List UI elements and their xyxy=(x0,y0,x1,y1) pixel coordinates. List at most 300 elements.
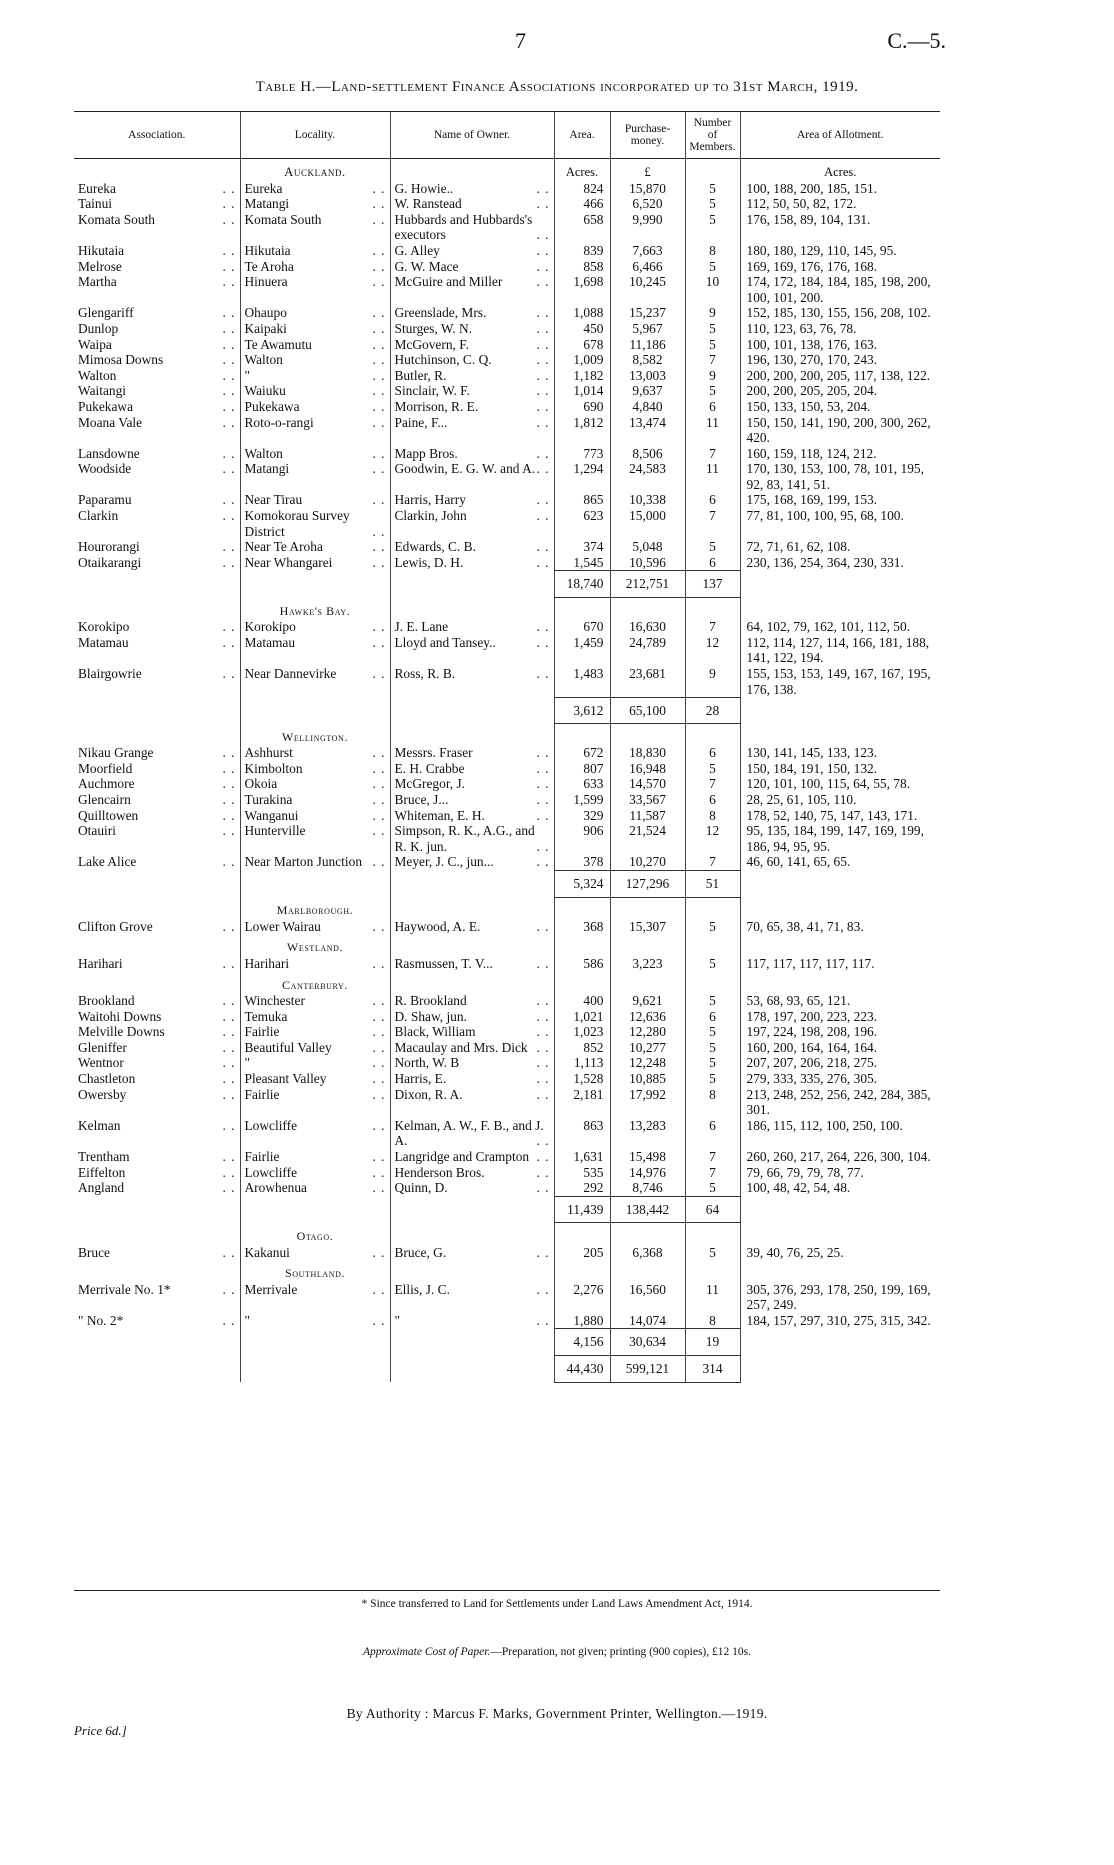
money-cell: 10,270 xyxy=(610,854,685,870)
subtotal-members: 19 xyxy=(685,1329,740,1356)
owner-cell: Hutchinson, C. Q. . . xyxy=(390,352,554,368)
association-cell: Korokipo . . xyxy=(74,619,240,635)
members-cell: 9 xyxy=(685,305,740,321)
blank-cell xyxy=(685,598,740,620)
owner-cell: McGovern, F. . . xyxy=(390,337,554,353)
members-cell: 6 xyxy=(685,399,740,415)
area-cell: 623 xyxy=(554,508,610,539)
members-cell: 9 xyxy=(685,368,740,384)
owner-cell: Simpson, R. K., A.G., and R. K. jun. . . xyxy=(390,823,554,854)
locality-cell: Beautiful Valley . . xyxy=(240,1040,390,1056)
price: Price 6d.] xyxy=(74,1723,127,1738)
members-cell: 5 xyxy=(685,1245,740,1261)
settlement-table xyxy=(74,111,940,1383)
blank-cell xyxy=(740,934,940,956)
grand-total-members: 314 xyxy=(685,1356,740,1383)
table-row xyxy=(74,823,940,854)
money-cell: 14,976 xyxy=(610,1165,685,1181)
blank-cell xyxy=(74,1260,240,1282)
blank-cell xyxy=(740,1260,940,1282)
allotment-cell: 150, 184, 191, 150, 132. xyxy=(740,761,940,777)
table-row xyxy=(74,792,940,808)
blank-cell xyxy=(740,571,940,598)
members-cell: 8 xyxy=(685,1087,740,1118)
document-code: C.—5. xyxy=(887,28,946,53)
blank-cell xyxy=(390,598,554,620)
blank-cell xyxy=(554,724,610,746)
section-heading: Wellington. xyxy=(240,724,390,746)
unit-area: Acres. xyxy=(554,159,610,181)
area-cell: 863 xyxy=(554,1118,610,1149)
blank-cell xyxy=(740,972,940,994)
units-blank xyxy=(390,159,554,181)
locality-cell: Near Te Aroha . . xyxy=(240,539,390,555)
col-locality: Locality. xyxy=(240,112,390,159)
money-cell: 11,587 xyxy=(610,808,685,824)
blank-cell xyxy=(240,1329,390,1356)
blank-cell xyxy=(740,1329,940,1356)
allotment-cell: 175, 168, 169, 199, 153. xyxy=(740,492,940,508)
allotment-cell: 180, 180, 129, 110, 145, 95. xyxy=(740,243,940,259)
association-cell: Brookland . . xyxy=(74,993,240,1009)
allotment-cell: 120, 101, 100, 115, 64, 55, 78. xyxy=(740,776,940,792)
owner-cell: Clarkin, John . . xyxy=(390,508,554,539)
table-row xyxy=(74,745,940,761)
grand-total-area: 44,430 xyxy=(554,1356,610,1383)
section-heading-row xyxy=(74,897,940,919)
locality-cell: Near Dannevirke . . xyxy=(240,666,390,697)
members-cell: 5 xyxy=(685,1040,740,1056)
association-cell: Merrivale No. 1* . . xyxy=(74,1282,240,1313)
association-cell: Clifton Grove . . xyxy=(74,919,240,935)
subtotal-area: 4,156 xyxy=(554,1329,610,1356)
money-cell: 16,560 xyxy=(610,1282,685,1313)
area-cell: 329 xyxy=(554,808,610,824)
locality-cell: Ashhurst . . xyxy=(240,745,390,761)
members-cell: 8 xyxy=(685,1313,740,1329)
area-cell: 1,599 xyxy=(554,792,610,808)
blank-cell xyxy=(740,598,940,620)
locality-cell: Matangi . . xyxy=(240,461,390,492)
area-cell: 1,483 xyxy=(554,666,610,697)
blank-cell xyxy=(390,1196,554,1223)
allotment-cell: 200, 200, 205, 205, 204. xyxy=(740,383,940,399)
table-row xyxy=(74,1040,940,1056)
table-row xyxy=(74,1313,940,1329)
owner-cell: Black, William . . xyxy=(390,1024,554,1040)
owner-cell: E. H. Crabbe . . xyxy=(390,761,554,777)
members-cell: 5 xyxy=(685,196,740,212)
table-row xyxy=(74,666,940,697)
association-cell: Waitangi . . xyxy=(74,383,240,399)
money-cell: 15,498 xyxy=(610,1149,685,1165)
blank-cell xyxy=(240,871,390,898)
area-cell: 368 xyxy=(554,919,610,935)
col-allotment: Area of Allotment. xyxy=(740,112,940,159)
money-cell: 33,567 xyxy=(610,792,685,808)
area-cell: 2,276 xyxy=(554,1282,610,1313)
owner-cell: Goodwin, E. G. W. and A. . . xyxy=(390,461,554,492)
money-cell: 15,870 xyxy=(610,181,685,197)
owner-cell: Bruce, G. . . xyxy=(390,1245,554,1261)
locality-cell: Pleasant Valley . . xyxy=(240,1071,390,1087)
allotment-cell: 196, 130, 270, 170, 243. xyxy=(740,352,940,368)
blank-cell xyxy=(390,871,554,898)
blank-cell xyxy=(240,1356,390,1383)
table-row xyxy=(74,1282,940,1313)
grand-total-money: 599,121 xyxy=(610,1356,685,1383)
area-cell: 1,631 xyxy=(554,1149,610,1165)
subtotal-money: 65,100 xyxy=(610,697,685,724)
members-cell: 12 xyxy=(685,823,740,854)
blank-cell xyxy=(74,697,240,724)
association-cell: Eiffelton . . xyxy=(74,1165,240,1181)
table-row xyxy=(74,305,940,321)
locality-cell: " . . xyxy=(240,1313,390,1329)
table-row xyxy=(74,539,940,555)
blank-cell xyxy=(740,897,940,919)
owner-cell: Harris, Harry . . xyxy=(390,492,554,508)
association-cell: Gleniffer . . xyxy=(74,1040,240,1056)
area-cell: 670 xyxy=(554,619,610,635)
association-cell: Mimosa Downs . . xyxy=(74,352,240,368)
table-row xyxy=(74,368,940,384)
association-cell: Dunlop . . xyxy=(74,321,240,337)
money-cell: 24,583 xyxy=(610,461,685,492)
table-row xyxy=(74,808,940,824)
association-cell: " No. 2* . . xyxy=(74,1313,240,1329)
blank-cell xyxy=(740,724,940,746)
blank-cell xyxy=(74,724,240,746)
locality-cell: Walton . . xyxy=(240,446,390,462)
allotment-cell: 110, 123, 63, 76, 78. xyxy=(740,321,940,337)
subtotal-area: 3,612 xyxy=(554,697,610,724)
area-cell: 450 xyxy=(554,321,610,337)
table-row xyxy=(74,1245,940,1261)
allotment-cell: 100, 101, 138, 176, 163. xyxy=(740,337,940,353)
money-cell: 9,990 xyxy=(610,212,685,243)
area-cell: 1,182 xyxy=(554,368,610,384)
members-cell: 7 xyxy=(685,1165,740,1181)
blank-cell xyxy=(74,1196,240,1223)
money-cell: 4,840 xyxy=(610,399,685,415)
members-cell: 7 xyxy=(685,1149,740,1165)
allotment-cell: 100, 188, 200, 185, 151. xyxy=(740,181,940,197)
money-cell: 14,570 xyxy=(610,776,685,792)
grand-total-row xyxy=(74,1356,940,1383)
blank-cell xyxy=(74,598,240,620)
owner-cell: Meyer, J. C., jun... . . xyxy=(390,854,554,870)
owner-cell: Lewis, D. H. . . xyxy=(390,555,554,571)
locality-cell: Hikutaia . . xyxy=(240,243,390,259)
owner-cell: Haywood, A. E. . . xyxy=(390,919,554,935)
allotment-cell: 178, 197, 200, 223, 223. xyxy=(740,1009,940,1025)
table-row xyxy=(74,446,940,462)
table-row xyxy=(74,274,940,305)
area-cell: 773 xyxy=(554,446,610,462)
members-cell: 5 xyxy=(685,212,740,243)
members-cell: 7 xyxy=(685,508,740,539)
locality-cell: Wanganui . . xyxy=(240,808,390,824)
locality-cell: Near Whangarei . . xyxy=(240,555,390,571)
association-cell: Harihari . . xyxy=(74,956,240,972)
area-cell: 1,528 xyxy=(554,1071,610,1087)
section-heading-row xyxy=(74,1223,940,1245)
members-cell: 5 xyxy=(685,539,740,555)
association-cell: Paparamu . . xyxy=(74,492,240,508)
money-cell: 8,506 xyxy=(610,446,685,462)
money-cell: 18,830 xyxy=(610,745,685,761)
association-cell: Tainui . . xyxy=(74,196,240,212)
blank-cell xyxy=(610,1260,685,1282)
locality-cell: Lower Wairau . . xyxy=(240,919,390,935)
blank-cell xyxy=(554,972,610,994)
blank-cell xyxy=(74,934,240,956)
locality-cell: Matangi . . xyxy=(240,196,390,212)
table-row xyxy=(74,635,940,666)
table-row xyxy=(74,196,940,212)
members-cell: 5 xyxy=(685,919,740,935)
bottom-rule xyxy=(74,1590,940,1591)
members-cell: 6 xyxy=(685,492,740,508)
area-cell: 378 xyxy=(554,854,610,870)
money-cell: 5,967 xyxy=(610,321,685,337)
blank-cell xyxy=(554,934,610,956)
members-cell: 6 xyxy=(685,792,740,808)
allotment-cell: 117, 117, 117, 117, 117. xyxy=(740,956,940,972)
subtotal-money: 212,751 xyxy=(610,571,685,598)
table-row xyxy=(74,854,940,870)
blank-cell xyxy=(685,724,740,746)
members-cell: 8 xyxy=(685,243,740,259)
table-body xyxy=(74,159,940,1383)
area-cell: 535 xyxy=(554,1165,610,1181)
money-cell: 13,474 xyxy=(610,415,685,446)
allotment-cell: 169, 169, 176, 176, 168. xyxy=(740,259,940,275)
locality-cell: Fairlie . . xyxy=(240,1024,390,1040)
unit-money: £ xyxy=(610,159,685,181)
owner-cell: McGregor, J. . . xyxy=(390,776,554,792)
association-cell: Waipa . . xyxy=(74,337,240,353)
members-cell: 12 xyxy=(685,635,740,666)
members-cell: 5 xyxy=(685,1024,740,1040)
owner-cell: " . . xyxy=(390,1313,554,1329)
money-cell: 13,003 xyxy=(610,368,685,384)
locality-cell: Okoia . . xyxy=(240,776,390,792)
area-cell: 374 xyxy=(554,539,610,555)
footnote: * Since transferred to Land for Settlements under Land Laws Amendment Act, 1914. xyxy=(361,1598,753,1610)
locality-cell: Winchester . . xyxy=(240,993,390,1009)
locality-cell: Korokipo . . xyxy=(240,619,390,635)
blank-cell xyxy=(390,1329,554,1356)
section-heading: Auckland. xyxy=(240,159,390,181)
table-row xyxy=(74,461,940,492)
allotment-cell: 200, 200, 200, 205, 117, 138, 122. xyxy=(740,368,940,384)
association-cell: Moana Vale . . xyxy=(74,415,240,446)
subtotal-members: 64 xyxy=(685,1196,740,1223)
association-cell: Blairgowrie . . xyxy=(74,666,240,697)
members-cell: 5 xyxy=(685,321,740,337)
members-cell: 11 xyxy=(685,461,740,492)
locality-cell: Roto-o-rangi . . xyxy=(240,415,390,446)
blank-cell xyxy=(74,1223,240,1245)
col-purchase-money: Purchase-money. xyxy=(610,112,685,159)
owner-cell: Lloyd and Tansey.. . . xyxy=(390,635,554,666)
money-cell: 12,248 xyxy=(610,1055,685,1071)
locality-cell: Waiuku . . xyxy=(240,383,390,399)
blank-cell xyxy=(554,897,610,919)
locality-cell: Lowcliffe . . xyxy=(240,1165,390,1181)
locality-cell: Te Awamutu . . xyxy=(240,337,390,353)
area-cell: 839 xyxy=(554,243,610,259)
blank-cell xyxy=(554,598,610,620)
allotment-cell: 152, 185, 130, 155, 156, 208, 102. xyxy=(740,305,940,321)
owner-cell: Harris, E. . . xyxy=(390,1071,554,1087)
money-cell: 7,663 xyxy=(610,243,685,259)
blank-cell xyxy=(610,724,685,746)
association-cell: Komata South . . xyxy=(74,212,240,243)
locality-cell: Near Marton Junction . . xyxy=(240,854,390,870)
blank-cell xyxy=(390,897,554,919)
members-cell: 11 xyxy=(685,1282,740,1313)
subtotal-money: 30,634 xyxy=(610,1329,685,1356)
allotment-cell: 53, 68, 93, 65, 121. xyxy=(740,993,940,1009)
members-cell: 6 xyxy=(685,1009,740,1025)
owner-cell: W. Ranstead . . xyxy=(390,196,554,212)
section-heading: Hawke's Bay. xyxy=(240,598,390,620)
section-heading-row xyxy=(74,934,940,956)
association-cell: Chastleton . . xyxy=(74,1071,240,1087)
allotment-cell: 230, 136, 254, 364, 230, 331. xyxy=(740,555,940,571)
members-cell: 10 xyxy=(685,274,740,305)
association-cell: Hourorangi . . xyxy=(74,539,240,555)
money-cell: 23,681 xyxy=(610,666,685,697)
table-row xyxy=(74,993,940,1009)
allotment-cell: 72, 71, 61, 62, 108. xyxy=(740,539,940,555)
association-cell: Waitohi Downs . . xyxy=(74,1009,240,1025)
money-cell: 15,307 xyxy=(610,919,685,935)
blank-cell xyxy=(240,697,390,724)
members-cell: 7 xyxy=(685,854,740,870)
section-heading: Otago. xyxy=(240,1223,390,1245)
locality-cell: Eureka . . xyxy=(240,181,390,197)
blank-cell xyxy=(740,1196,940,1223)
section-heading-row xyxy=(74,724,940,746)
owner-cell: Macaulay and Mrs. Dick . . xyxy=(390,1040,554,1056)
locality-cell: Merrivale . . xyxy=(240,1282,390,1313)
blank-cell xyxy=(390,724,554,746)
owner-cell: Henderson Bros. . . xyxy=(390,1165,554,1181)
blank-cell xyxy=(685,1260,740,1282)
allotment-cell: 207, 207, 206, 218, 275. xyxy=(740,1055,940,1071)
area-cell: 672 xyxy=(554,745,610,761)
area-cell: 1,113 xyxy=(554,1055,610,1071)
area-cell: 1,014 xyxy=(554,383,610,399)
locality-cell: Kakanui . . xyxy=(240,1245,390,1261)
owner-cell: Mapp Bros. . . xyxy=(390,446,554,462)
money-cell: 17,992 xyxy=(610,1087,685,1118)
allotment-cell: 46, 60, 141, 65, 65. xyxy=(740,854,940,870)
locality-cell: " . . xyxy=(240,368,390,384)
association-cell: Lake Alice . . xyxy=(74,854,240,870)
units-blank xyxy=(685,159,740,181)
owner-cell: Morrison, R. E. . . xyxy=(390,399,554,415)
table-row xyxy=(74,1055,940,1071)
col-association: Association. xyxy=(74,112,240,159)
owner-cell: R. Brookland . . xyxy=(390,993,554,1009)
unit-allotment: Acres. xyxy=(740,159,940,181)
members-cell: 5 xyxy=(685,1055,740,1071)
owner-cell: Whiteman, E. H. . . xyxy=(390,808,554,824)
area-cell: 1,880 xyxy=(554,1313,610,1329)
members-cell: 8 xyxy=(685,808,740,824)
subtotal-members: 28 xyxy=(685,697,740,724)
area-cell: 586 xyxy=(554,956,610,972)
blank-cell xyxy=(610,598,685,620)
money-cell: 13,283 xyxy=(610,1118,685,1149)
members-cell: 7 xyxy=(685,776,740,792)
area-cell: 858 xyxy=(554,259,610,275)
owner-cell: G. Howie.. . . xyxy=(390,181,554,197)
subtotal-members: 51 xyxy=(685,871,740,898)
locality-cell: Fairlie . . xyxy=(240,1087,390,1118)
area-cell: 690 xyxy=(554,399,610,415)
owner-cell: Langridge and Crampton . . xyxy=(390,1149,554,1165)
allotment-cell: 279, 333, 335, 276, 305. xyxy=(740,1071,940,1087)
members-cell: 7 xyxy=(685,352,740,368)
locality-cell: Te Aroha . . xyxy=(240,259,390,275)
association-cell: Kelman . . xyxy=(74,1118,240,1149)
allotment-cell: 150, 150, 141, 190, 200, 300, 262, 420. xyxy=(740,415,940,446)
area-cell: 1,088 xyxy=(554,305,610,321)
blank-cell xyxy=(554,1260,610,1282)
table-row xyxy=(74,776,940,792)
subtotal-area: 5,324 xyxy=(554,871,610,898)
locality-cell: Hunterville . . xyxy=(240,823,390,854)
table-row xyxy=(74,399,940,415)
area-cell: 678 xyxy=(554,337,610,353)
members-cell: 5 xyxy=(685,383,740,399)
subtotal-area: 18,740 xyxy=(554,571,610,598)
money-cell: 12,636 xyxy=(610,1009,685,1025)
table-row xyxy=(74,761,940,777)
allotment-cell: 64, 102, 79, 162, 101, 112, 50. xyxy=(740,619,940,635)
association-cell: Glengariff . . xyxy=(74,305,240,321)
money-cell: 10,596 xyxy=(610,555,685,571)
money-cell: 15,237 xyxy=(610,305,685,321)
cost-text: —Preparation, not given; printing (900 copies), £12 10s. xyxy=(490,1646,751,1658)
table-row xyxy=(74,956,940,972)
members-cell: 5 xyxy=(685,1180,740,1196)
members-cell: 5 xyxy=(685,337,740,353)
association-cell: Pukekawa . . xyxy=(74,399,240,415)
owner-cell: G. Alley . . xyxy=(390,243,554,259)
locality-cell: Matamau . . xyxy=(240,635,390,666)
blank-cell xyxy=(240,571,390,598)
association-cell: Quilltowen . . xyxy=(74,808,240,824)
owner-cell: McGuire and Miller . . xyxy=(390,274,554,305)
area-cell: 1,023 xyxy=(554,1024,610,1040)
blank-cell xyxy=(554,1223,610,1245)
table-row xyxy=(74,919,940,935)
area-cell: 1,009 xyxy=(554,352,610,368)
owner-cell: Butler, R. . . xyxy=(390,368,554,384)
money-cell: 6,368 xyxy=(610,1245,685,1261)
table-row xyxy=(74,352,940,368)
table-row xyxy=(74,619,940,635)
blank-cell xyxy=(390,697,554,724)
allotment-cell: 184, 157, 297, 310, 275, 315, 342. xyxy=(740,1313,940,1329)
